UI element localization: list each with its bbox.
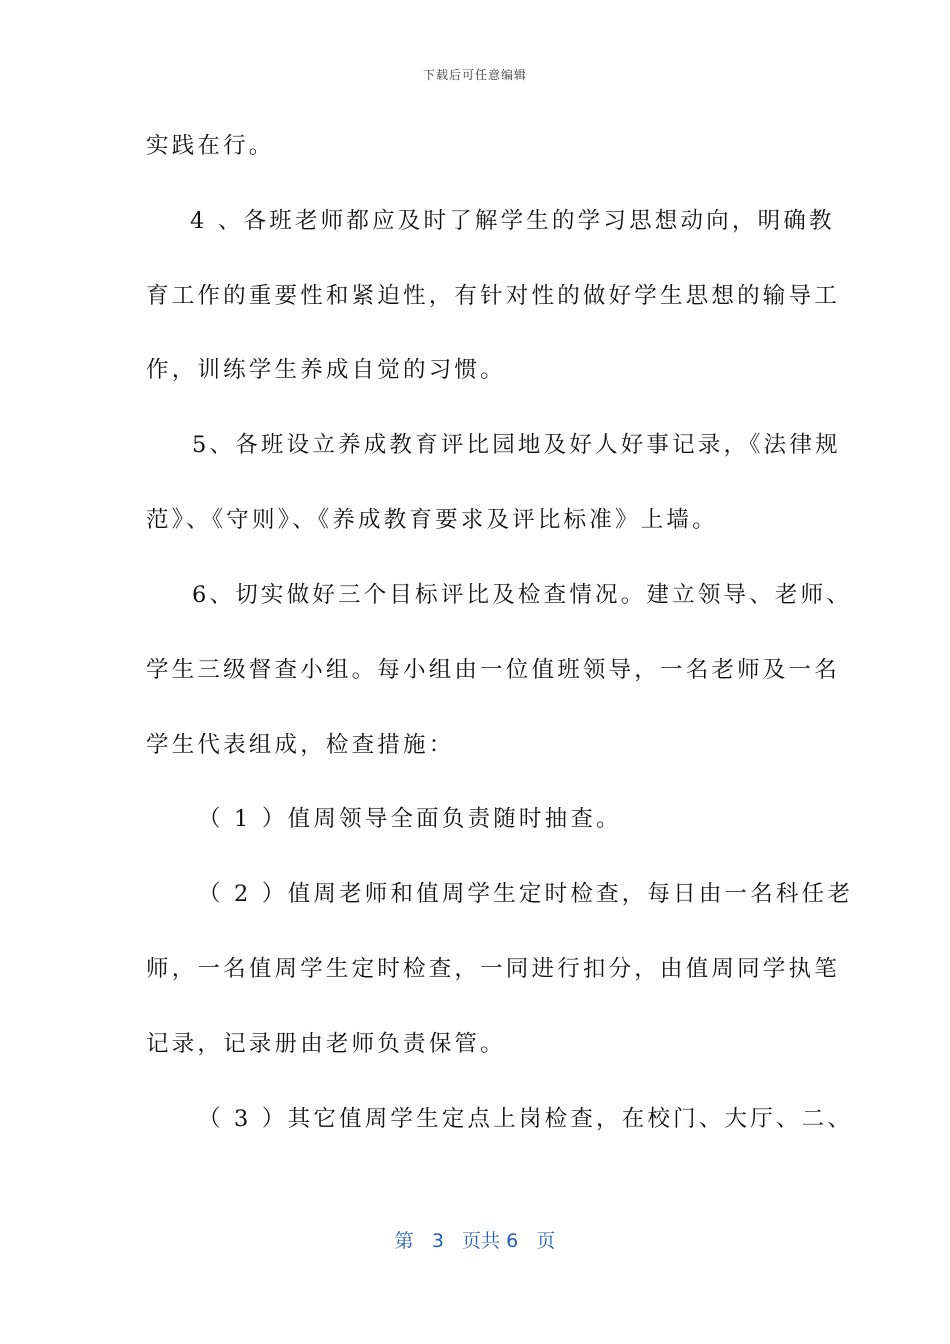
paragraph-line: （ 1 ）值周领导全面负责随时抽查。 <box>198 806 622 832</box>
page-footer <box>0 1226 950 1253</box>
current-page-number: 3 <box>431 1230 444 1252</box>
footer-suffix: 页 <box>536 1230 556 1252</box>
paragraph-line: 学生代表组成，检查措施： <box>146 732 455 758</box>
paragraph-line: （ 2 ）值周老师和值周学生定时检查，每日由一名科任老 <box>198 881 854 907</box>
paragraph-line: 育工作的重要性和紧迫性，有针对性的做好学生思想的输导工 <box>146 283 840 309</box>
paragraph-line: （ 3 ）其它值周学生定点上岗检查，在校门、大厅、二、 <box>198 1106 854 1132</box>
paragraph-line: 作，训练学生养成自觉的习惯。 <box>146 357 506 383</box>
paragraph-line: 4 、各班老师都应及时了解学生的学习思想动向，明确教 <box>190 208 835 234</box>
paragraph-line: 记录，记录册由老师负责保管。 <box>146 1031 506 1057</box>
paragraph-line: 实践在行。 <box>146 133 275 159</box>
footer-prefix: 第 <box>394 1230 414 1252</box>
footer-middle: 页共 <box>462 1230 501 1252</box>
page-header: 下载后可任意编辑 <box>422 68 527 82</box>
paragraph-line: 6、切实做好三个目标评比及检查情况。建立领导、老师、 <box>192 582 853 608</box>
total-pages-number: 6 <box>506 1230 519 1252</box>
paragraph-line: 5、各班设立养成教育评比园地及好人好事记录，《法律规 <box>192 432 841 458</box>
paragraph-line: 范》、《守则》、《养成教育要求及评比标准》上墙。 <box>146 507 718 533</box>
paragraph-line: 学生三级督查小组。每小组由一位值班领导，一名老师及一名 <box>146 657 840 683</box>
paragraph-line: 师，一名值周学生定时检查，一同进行扣分，由值周同学执笔 <box>146 956 840 982</box>
